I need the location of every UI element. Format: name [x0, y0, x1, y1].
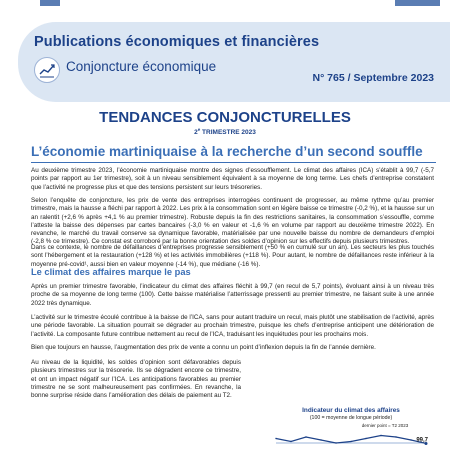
publication-title: Publications économiques et financières: [34, 34, 320, 50]
article-headline: L’économie martiniquaise à la recherche d’un second souffle: [31, 144, 423, 159]
chart-subtitle: (100 = moyenne de longue période): [309, 415, 393, 421]
headline-divider: [31, 162, 436, 163]
subtitle-number: 2: [194, 129, 198, 137]
data-point: [305, 436, 306, 437]
chart-title: Indicateur du climat des affaires: [302, 407, 400, 414]
data-point: [365, 438, 366, 439]
data-point: [380, 435, 381, 436]
business-climate-chart: [262, 405, 440, 450]
chart-annotation: dernier point = T2 2023: [361, 423, 409, 428]
paragraph-liquidity: Au niveau de la liquidité, les soldes d’opinion sont défavorables depuis plusieurs trimestres sur la trésorerie. Ils se dégradent encore ce trimestre, et ont un impact négatif sur l’ICA. Les anticipations favorables au premier trimestre ne se sont malheureusement pas confirmées. En revanche, la bonne surprise réside dans l’amélioration des délais de paiement au T2.: [31, 359, 241, 400]
section-name: Conjoncture économique: [66, 59, 217, 74]
paragraph-activity: L’activité sur le trimestre écoulé contribue à la baisse de l’ICA, sans pour autant traduire un recul, mais plutôt une stabilisation de l’activité, après une période favorable. La situation pourrait se dégrader au prochain trimestre, puisque les chefs d’entreprise anticipent une détérioration de l’activité. La composante future contribue nettement au recul de l’ICA, traduisant les inquiétudes pour les prochains mois.: [31, 314, 434, 338]
page-title: TENDANCES CONJONCTURELLES: [99, 109, 351, 126]
chart-svg: [262, 405, 440, 450]
subtitle-superscript: e: [197, 127, 201, 132]
data-point: [335, 442, 336, 443]
issue-number: N° 765 / Septembre 2023: [312, 72, 434, 84]
data-point: [395, 436, 396, 437]
page-subtitle: [0, 127, 450, 136]
chart-line-icon: [34, 57, 60, 83]
data-point: [350, 441, 351, 442]
data-point: [290, 441, 291, 442]
subtitle-text: TRIMESTRE 2023: [200, 129, 256, 137]
paragraph-sale-prices: Bien que toujours en hausse, l’augmentation des prix de vente a connu un point d’inflexion depuis la fin de l’année dernière.: [31, 344, 376, 351]
top-strip-mark: [395, 0, 440, 6]
top-strip-mark: [40, 0, 60, 6]
paragraph-prices: Selon l’enquête de conjoncture, les prix de vente des entreprises interrogées continuent de progresser, au même rythme qu’au premier trimestre, mais la hausse a fléchi par rapport à 2022. Les prix à la consommation sont en légère baisse ce trimestre (-0,2 %), et la hausse sur un an ralentit (+2,6 % après +4,1 % au premier trimestre). Robuste depuis la fin des restrictions sanitaires, la consommation s’essouffle, comme l’atteste la baisse des dépenses par cartes bancaires (-3,0 % en valeur et -1,6 % en volume par rapport au deuxième trimestre 2022). En revanche, le marché du travail conserve sa dynamique favorable, matérialisée par une nouvelle baisse du nombre de demandeurs d’emploi (-2,8 % ce trimestre). Ce constat est corroboré par la bonne orientation des soldes d’opinion sur les effectifs depuis plusieurs trimestres.: [31, 197, 434, 246]
data-point: [320, 439, 321, 440]
data-point: [275, 438, 276, 439]
series-line: [276, 436, 426, 444]
last-value-label: 99,7: [416, 437, 428, 444]
top-strip: [0, 0, 450, 22]
paragraph-intro: Au deuxième trimestre 2023, l’économie martiniquaise montre des signes d’essoufflement. Le climat des affaires (ICA) s’établit à 99,7 (-5,7 points par rapport au 1er trimestre), soit à un niveau sensiblement équivalent à sa moyenne de long terme. Les chefs d’entreprise constatent que l’activité ne progresse plus et que des tensions persistent sur leurs trésoreries.: [31, 167, 434, 191]
data-point: [410, 439, 411, 440]
section-heading: Le climat des affaires marque le pas: [31, 267, 191, 277]
paragraph-ica: Après un premier trimestre favorable, l’indicateur du climat des affaires fléchit à 99,7 (en recul de 5,7 points), évoluant ainsi à un niveau très proche de sa moyenne de long terme (100). Cette baisse matérialise l’atterrissage pressenti au premier trimestre, ne faisant suite à une année 2022 très dynamique.: [31, 283, 434, 307]
paragraph-defaults: Dans ce contexte, le nombre de défaillances d’entreprises progresse sensiblement (+50 % en cumulé sur un an). Les secteurs les plus touchés sont l’hébergement et la restauration (+128 %) et les activités immobilières (+118 %). Pour autant, le nombre de défaillances reste inférieur à la moyenne pré-covid¹, aussi bien en valeur moyenne (-14 %), que médiane (-16 %).: [31, 244, 434, 268]
